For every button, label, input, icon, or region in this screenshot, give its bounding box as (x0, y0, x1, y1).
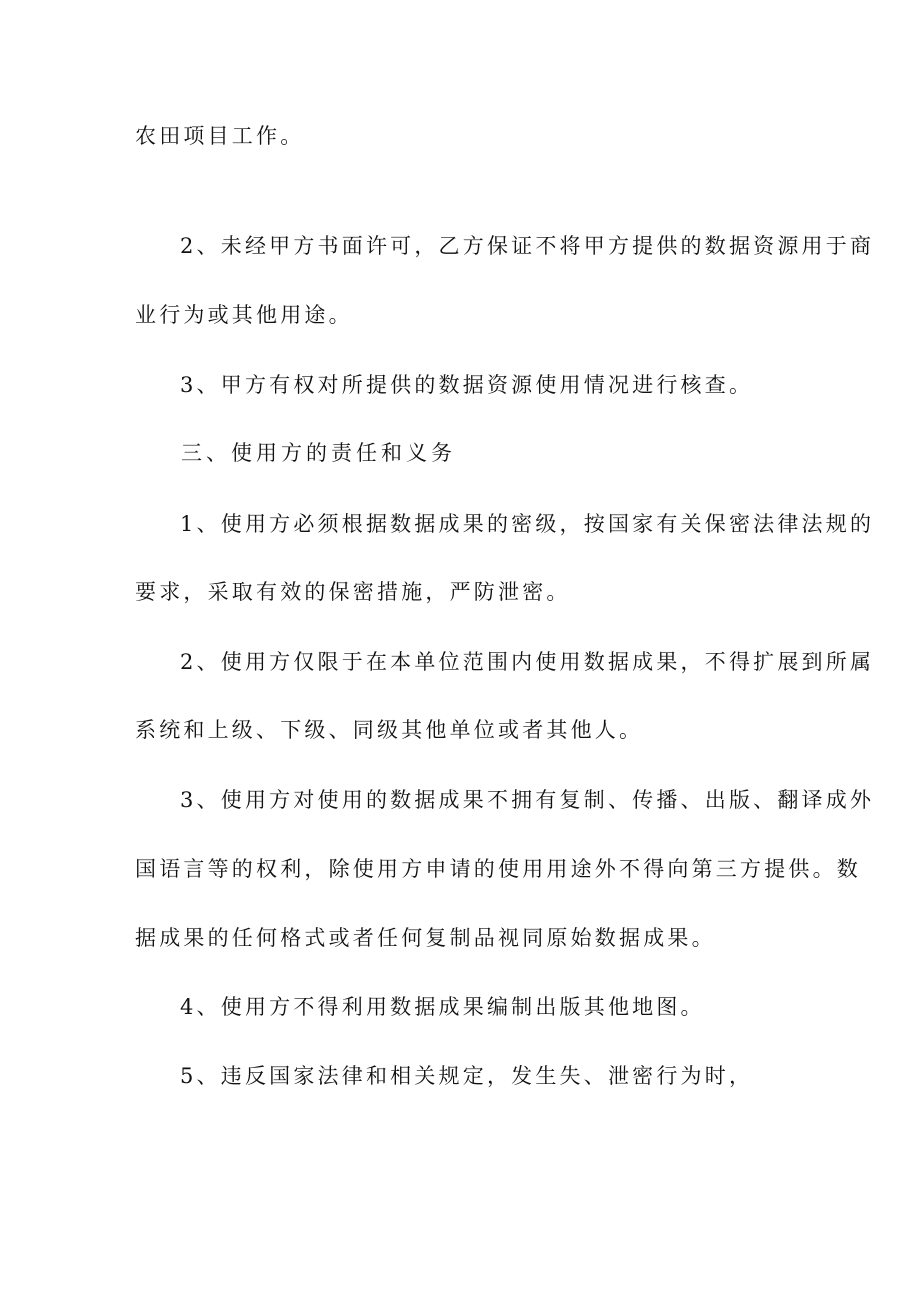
paragraph-line: 5、违反国家法律和相关规定，发生失、泄密行为时， (180, 1064, 754, 1088)
paragraph-line: 4、使用方不得利用数据成果编制出版其他地图。 (180, 995, 705, 1019)
paragraph-line: 业行为或其他用途。 (135, 303, 353, 327)
paragraph-line: 国语言等的权利，除使用方申请的使用用途外不得向第三方提供。数 (135, 857, 861, 881)
paragraph-line: 据成果的任何格式或者任何复制品视同原始数据成果。 (135, 926, 716, 950)
section-heading: 三、使用方的责任和义务 (181, 441, 456, 465)
paragraph-line: 要求，采取有效的保密措施，严防泄密。 (135, 580, 571, 604)
paragraph-line: 3、使用方对使用的数据成果不拥有复制、传播、出版、翻译成外 (180, 788, 875, 812)
paragraph-line: 农田项目工作。 (135, 124, 305, 148)
paragraph-line: 系统和上级、下级、同级其他单位或者其他人。 (135, 718, 644, 742)
paragraph-line: 1、使用方必须根据数据成果的密级，按国家有关保密法律法规的 (180, 512, 875, 536)
paragraph-line: 2、使用方仅限于在本单位范围内使用数据成果，不得扩展到所属 (180, 650, 875, 674)
paragraph-line: 2、未经甲方书面许可，乙方保证不将甲方提供的数据资源用于商 (180, 234, 875, 258)
paragraph-line: 3、甲方有权对所提供的数据资源使用情况进行核查。 (180, 373, 754, 397)
